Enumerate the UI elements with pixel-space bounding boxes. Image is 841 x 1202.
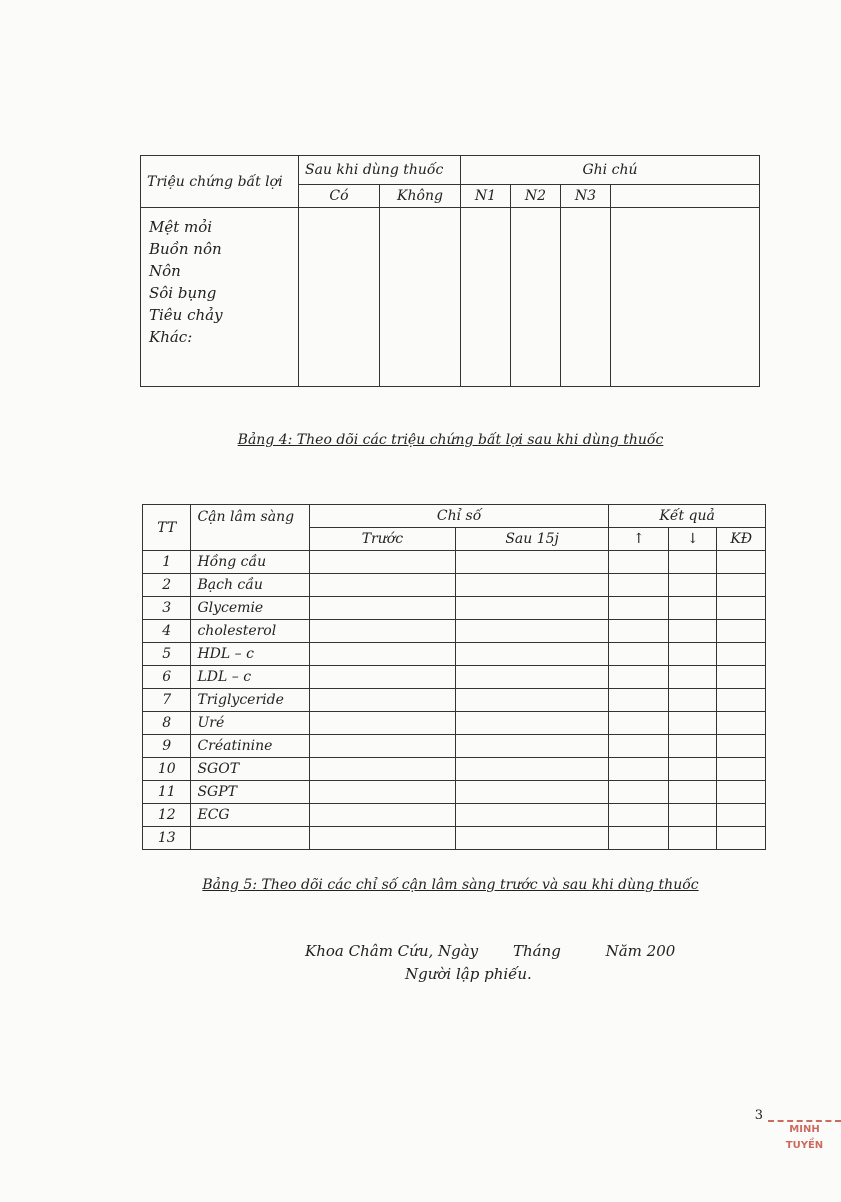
symptom-header: Triệu chứng bất lợi xyxy=(141,156,299,208)
after-value-cell[interactable] xyxy=(455,781,608,804)
after-value-cell[interactable] xyxy=(455,689,608,712)
row-number: 9 xyxy=(143,735,191,758)
footer-date-line xyxy=(305,942,675,960)
index-header: Chỉ số xyxy=(309,505,608,528)
test-name: ECG xyxy=(191,804,309,827)
table-row xyxy=(143,597,766,620)
row-number: 12 xyxy=(143,804,191,827)
after-value-cell[interactable] xyxy=(455,551,608,574)
decrease-header: ↓ xyxy=(669,528,717,551)
decrease-cell[interactable] xyxy=(669,827,717,850)
decrease-cell[interactable] xyxy=(669,735,717,758)
increase-cell[interactable] xyxy=(609,758,669,781)
table-row xyxy=(143,643,766,666)
decrease-cell[interactable] xyxy=(669,758,717,781)
test-name: Triglyceride xyxy=(191,689,309,712)
decrease-cell[interactable] xyxy=(669,689,717,712)
table5-caption: Bảng 5: Theo dõi các chỉ số cận lâm sàng trước và sau khi dùng thuốc xyxy=(202,877,699,893)
table-row xyxy=(143,666,766,689)
test-name: cholesterol xyxy=(191,620,309,643)
unchanged-cell[interactable] xyxy=(717,712,766,735)
unchanged-cell[interactable] xyxy=(717,597,766,620)
unchanged-cell[interactable] xyxy=(717,804,766,827)
table-row xyxy=(143,689,766,712)
before-header: Trước xyxy=(309,528,455,551)
after-value-cell[interactable] xyxy=(455,620,608,643)
before-value-cell[interactable] xyxy=(309,666,455,689)
increase-cell[interactable] xyxy=(609,666,669,689)
yes-header: Có xyxy=(299,185,380,208)
decrease-cell[interactable] xyxy=(669,804,717,827)
increase-header: ↑ xyxy=(609,528,669,551)
table-row xyxy=(143,574,766,597)
red-stamp xyxy=(768,1120,841,1202)
page-number: 3 xyxy=(754,1108,763,1123)
increase-cell[interactable] xyxy=(609,689,669,712)
after-value-cell[interactable] xyxy=(455,804,608,827)
decrease-cell[interactable] xyxy=(669,597,717,620)
row-number: 7 xyxy=(143,689,191,712)
before-value-cell[interactable] xyxy=(309,689,455,712)
n1-header: N1 xyxy=(461,185,511,208)
footer-month: Tháng xyxy=(512,942,561,960)
test-name: SGPT xyxy=(191,781,309,804)
after-value-cell[interactable] xyxy=(455,643,608,666)
footer-signer: Người lập phiếu. xyxy=(405,965,532,983)
before-value-cell[interactable] xyxy=(309,781,455,804)
increase-cell[interactable] xyxy=(609,712,669,735)
table-row xyxy=(143,551,766,574)
after-value-cell[interactable] xyxy=(455,666,608,689)
before-value-cell[interactable] xyxy=(309,827,455,850)
row-number: 5 xyxy=(143,643,191,666)
symptom-item: Tiêu chảy xyxy=(149,306,223,324)
unchanged-cell[interactable] xyxy=(717,827,766,850)
row-number: 6 xyxy=(143,666,191,689)
symptom-item: Buồn nôn xyxy=(149,240,222,258)
no-header: Không xyxy=(380,185,461,208)
row-number: 11 xyxy=(143,781,191,804)
test-header: Cận lâm sàng xyxy=(191,505,309,551)
symptom-item: Sôi bụng xyxy=(149,284,217,302)
note-cell[interactable] xyxy=(611,208,760,387)
row-number: 10 xyxy=(143,758,191,781)
increase-cell[interactable] xyxy=(609,735,669,758)
symptom-item: Mệt mỏi xyxy=(149,218,213,236)
decrease-cell[interactable] xyxy=(669,712,717,735)
symptom-list-cell xyxy=(141,208,299,387)
unchanged-cell[interactable] xyxy=(717,666,766,689)
row-number: 13 xyxy=(143,827,191,850)
decrease-cell[interactable] xyxy=(669,574,717,597)
test-name: LDL – c xyxy=(191,666,309,689)
increase-cell[interactable] xyxy=(609,597,669,620)
table-row xyxy=(143,620,766,643)
n3-cell[interactable] xyxy=(561,208,611,387)
decrease-cell[interactable] xyxy=(669,781,717,804)
before-value-cell[interactable] xyxy=(309,620,455,643)
table-row xyxy=(143,735,766,758)
n2-header: N2 xyxy=(511,185,561,208)
before-value-cell[interactable] xyxy=(309,551,455,574)
after-value-cell[interactable] xyxy=(455,758,608,781)
footer-place-day: Khoa Châm Cứu, Ngày xyxy=(305,942,479,960)
test-name: Hồng cầu xyxy=(191,551,309,574)
after-value-cell[interactable] xyxy=(455,735,608,758)
before-value-cell[interactable] xyxy=(309,758,455,781)
table-row xyxy=(143,781,766,804)
test-name: Créatinine xyxy=(191,735,309,758)
increase-cell[interactable] xyxy=(609,804,669,827)
result-header: Kết quả xyxy=(609,505,766,528)
after-header: Sau 15j xyxy=(455,528,608,551)
no-cell[interactable] xyxy=(380,208,461,387)
increase-cell[interactable] xyxy=(609,551,669,574)
increase-cell[interactable] xyxy=(609,574,669,597)
row-number: 1 xyxy=(143,551,191,574)
row-number: 3 xyxy=(143,597,191,620)
symptom-item: Khác: xyxy=(149,328,193,346)
after-medication-header: Sau khi dùng thuốc xyxy=(299,156,461,185)
after-value-cell[interactable] xyxy=(455,597,608,620)
unchanged-cell[interactable] xyxy=(717,643,766,666)
row-number: 4 xyxy=(143,620,191,643)
yes-cell[interactable] xyxy=(299,208,380,387)
increase-cell[interactable] xyxy=(609,620,669,643)
adverse-symptoms-table xyxy=(140,155,760,387)
unchanged-cell[interactable] xyxy=(717,551,766,574)
before-value-cell[interactable] xyxy=(309,597,455,620)
table-row xyxy=(143,712,766,735)
footer-year: Năm 200 xyxy=(605,942,676,960)
symptom-item: Nôn xyxy=(149,262,181,280)
stamp-line: MINH xyxy=(789,1124,820,1135)
lab-tests-table xyxy=(142,504,766,850)
test-name: Bạch cầu xyxy=(191,574,309,597)
unchanged-cell[interactable] xyxy=(717,758,766,781)
unchanged-cell[interactable] xyxy=(717,735,766,758)
decrease-cell[interactable] xyxy=(669,666,717,689)
decrease-cell[interactable] xyxy=(669,620,717,643)
row-number: 8 xyxy=(143,712,191,735)
before-value-cell[interactable] xyxy=(309,712,455,735)
before-value-cell[interactable] xyxy=(309,574,455,597)
test-name: SGOT xyxy=(191,758,309,781)
row-number: 2 xyxy=(143,574,191,597)
after-value-cell[interactable] xyxy=(455,574,608,597)
increase-cell[interactable] xyxy=(609,643,669,666)
table4-caption: Bảng 4: Theo dõi các triệu chứng bất lợi sau khi dùng thuốc xyxy=(237,432,664,448)
stamp-line: TUYỀN xyxy=(785,1140,824,1151)
table-row xyxy=(143,827,766,850)
after-value-cell[interactable] xyxy=(455,827,608,850)
symptom-list xyxy=(147,208,292,348)
decrease-cell[interactable] xyxy=(669,643,717,666)
test-name: Glycemie xyxy=(191,597,309,620)
unchanged-cell[interactable] xyxy=(717,689,766,712)
unchanged-header: KĐ xyxy=(717,528,766,551)
increase-cell[interactable] xyxy=(609,781,669,804)
unchanged-cell[interactable] xyxy=(717,781,766,804)
n1-cell[interactable] xyxy=(461,208,511,387)
test-name: Uré xyxy=(191,712,309,735)
decrease-cell[interactable] xyxy=(669,551,717,574)
increase-cell[interactable] xyxy=(609,827,669,850)
before-value-cell[interactable] xyxy=(309,643,455,666)
before-value-cell[interactable] xyxy=(309,735,455,758)
n2-cell[interactable] xyxy=(511,208,561,387)
table-row xyxy=(143,804,766,827)
note-blank xyxy=(611,185,760,208)
unchanged-cell[interactable] xyxy=(717,620,766,643)
after-value-cell[interactable] xyxy=(455,712,608,735)
test-name: HDL – c xyxy=(191,643,309,666)
tt-header: TT xyxy=(143,505,191,551)
note-header: Ghi chú xyxy=(461,156,760,185)
unchanged-cell[interactable] xyxy=(717,574,766,597)
table-row xyxy=(143,758,766,781)
before-value-cell[interactable] xyxy=(309,804,455,827)
n3-header: N3 xyxy=(561,185,611,208)
test-name xyxy=(191,827,309,850)
